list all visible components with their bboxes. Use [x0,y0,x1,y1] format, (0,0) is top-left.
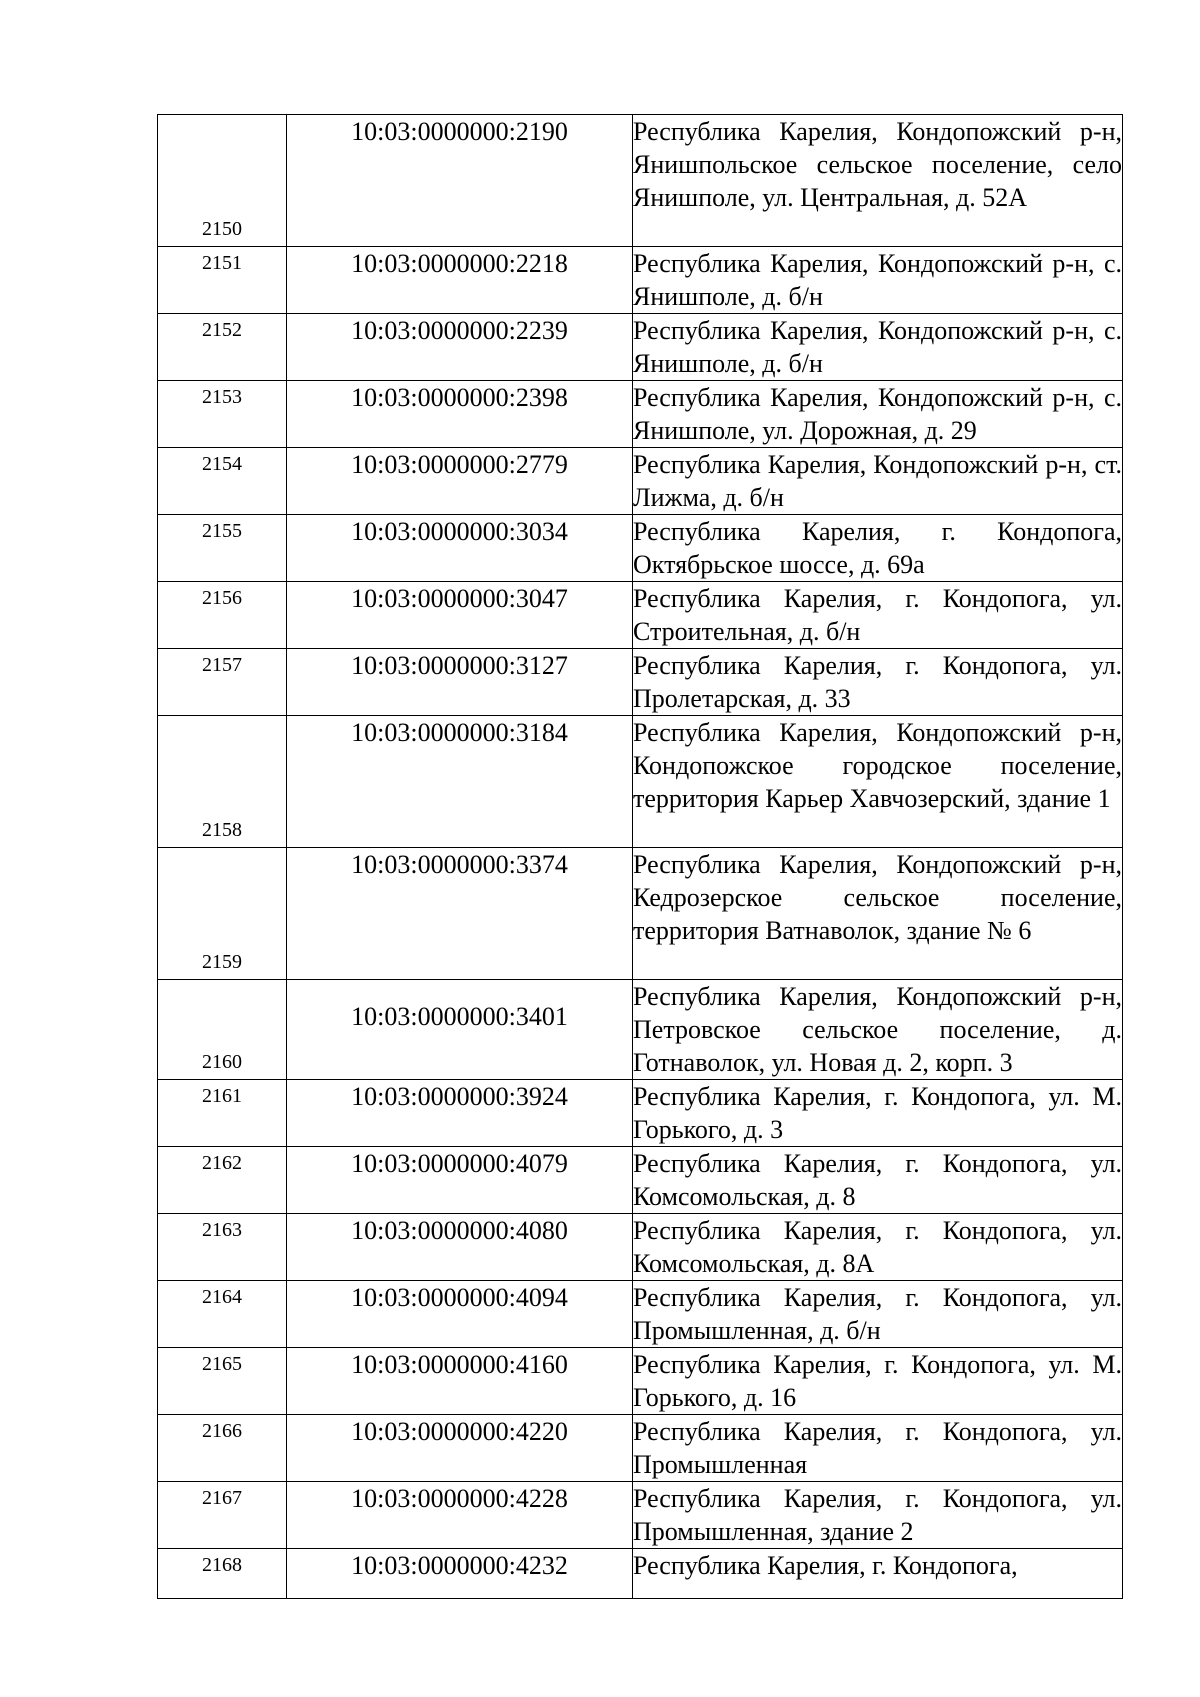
table-row [158,448,1123,515]
address: Республика Карелия, Кондопожский р-н, ст. Лижма, д. б/н [633,448,1123,515]
table-row [158,649,1123,716]
row-number: 2168 [158,1549,287,1599]
table-row [158,1415,1123,1482]
table-row [158,1147,1123,1214]
table-row [158,515,1123,582]
address: Республика Карелия, Кондопожский р-н, Янишпольское сельское поселение, село Янишполе, ул. Центральная, д. 52А [633,115,1123,247]
row-number: 2157 [158,649,287,716]
address: Республика Карелия, Кондопожский р-н, с. Янишполе, д. б/н [633,314,1123,381]
row-number: 2158 [158,716,287,848]
address: Республика Карелия, Кондопожский р-н, Петровское сельское поселение, д. Готнаволок, ул. Новая д. 2, корп. 3 [633,980,1123,1080]
row-number: 2154 [158,448,287,515]
registry-table [157,114,1123,1599]
address: Республика Карелия, г. Кондопога, [633,1549,1123,1599]
row-number: 2155 [158,515,287,582]
table-row [158,1348,1123,1415]
cadastral-number: 10:03:0000000:4079 [287,1147,633,1214]
table-row [158,980,1123,1080]
table-row [158,247,1123,314]
table-row [158,1281,1123,1348]
row-number: 2150 [158,115,287,247]
cadastral-number: 10:03:0000000:4080 [287,1214,633,1281]
table-row [158,1214,1123,1281]
cadastral-number: 10:03:0000000:3924 [287,1080,633,1147]
address: Республика Карелия, Кондопожский р-н, с. Янишполе, д. б/н [633,247,1123,314]
address: Республика Карелия, г. Кондопога, ул. Промышленная, здание 2 [633,1482,1123,1549]
table-row [158,848,1123,980]
address: Республика Карелия, г. Кондопога, ул. Пролетарская, д. 33 [633,649,1123,716]
cadastral-number: 10:03:0000000:3184 [287,716,633,848]
cadastral-number: 10:03:0000000:3127 [287,649,633,716]
row-number: 2159 [158,848,287,980]
address: Республика Карелия, г. Кондопога, ул. Комсомольская, д. 8А [633,1214,1123,1281]
row-number: 2162 [158,1147,287,1214]
address: Республика Карелия, Кондопожский р-н, Кедрозерское сельское поселение, территория Ватнаволок, здание № 6 [633,848,1123,980]
address: Республика Карелия, г. Кондопога, ул. Комсомольская, д. 8 [633,1147,1123,1214]
address: Республика Карелия, г. Кондопога, ул. Строительная, д. б/н [633,582,1123,649]
row-number: 2164 [158,1281,287,1348]
address: Республика Карелия, г. Кондопога, Октябрьское шоссе, д. 69а [633,515,1123,582]
address: Республика Карелия, г. Кондопога, ул. М. Горького, д. 16 [633,1348,1123,1415]
row-number: 2167 [158,1482,287,1549]
cadastral-number: 10:03:0000000:2239 [287,314,633,381]
cadastral-number: 10:03:0000000:4220 [287,1415,633,1482]
cadastral-number: 10:03:0000000:3401 [287,980,633,1080]
table-row [158,1080,1123,1147]
address: Республика Карелия, Кондопожский р-н, Кондопожское городское поселение, территория Карьер Хавчозерский, здание 1 [633,716,1123,848]
row-number: 2161 [158,1080,287,1147]
row-number: 2163 [158,1214,287,1281]
table-row [158,582,1123,649]
cadastral-number: 10:03:0000000:4160 [287,1348,633,1415]
cadastral-number: 10:03:0000000:2398 [287,381,633,448]
cadastral-number: 10:03:0000000:2779 [287,448,633,515]
address: Республика Карелия, Кондопожский р-н, с. Янишполе, ул. Дорожная, д. 29 [633,381,1123,448]
cadastral-number: 10:03:0000000:3047 [287,582,633,649]
table-row [158,1549,1123,1599]
cadastral-number: 10:03:0000000:3034 [287,515,633,582]
cadastral-number: 10:03:0000000:3374 [287,848,633,980]
row-number: 2153 [158,381,287,448]
row-number: 2156 [158,582,287,649]
cadastral-number: 10:03:0000000:2218 [287,247,633,314]
row-number: 2166 [158,1415,287,1482]
table-row [158,381,1123,448]
cadastral-number: 10:03:0000000:4228 [287,1482,633,1549]
address: Республика Карелия, г. Кондопога, ул. Промышленная, д. б/н [633,1281,1123,1348]
table-row [158,1482,1123,1549]
cadastral-number: 10:03:0000000:2190 [287,115,633,247]
table-row [158,716,1123,848]
row-number: 2160 [158,980,287,1080]
cadastral-number: 10:03:0000000:4232 [287,1549,633,1599]
row-number: 2165 [158,1348,287,1415]
cadastral-number: 10:03:0000000:4094 [287,1281,633,1348]
table-row [158,314,1123,381]
row-number: 2152 [158,314,287,381]
address: Республика Карелия, г. Кондопога, ул. Промышленная [633,1415,1123,1482]
table-row [158,115,1123,247]
address: Республика Карелия, г. Кондопога, ул. М. Горького, д. 3 [633,1080,1123,1147]
row-number: 2151 [158,247,287,314]
